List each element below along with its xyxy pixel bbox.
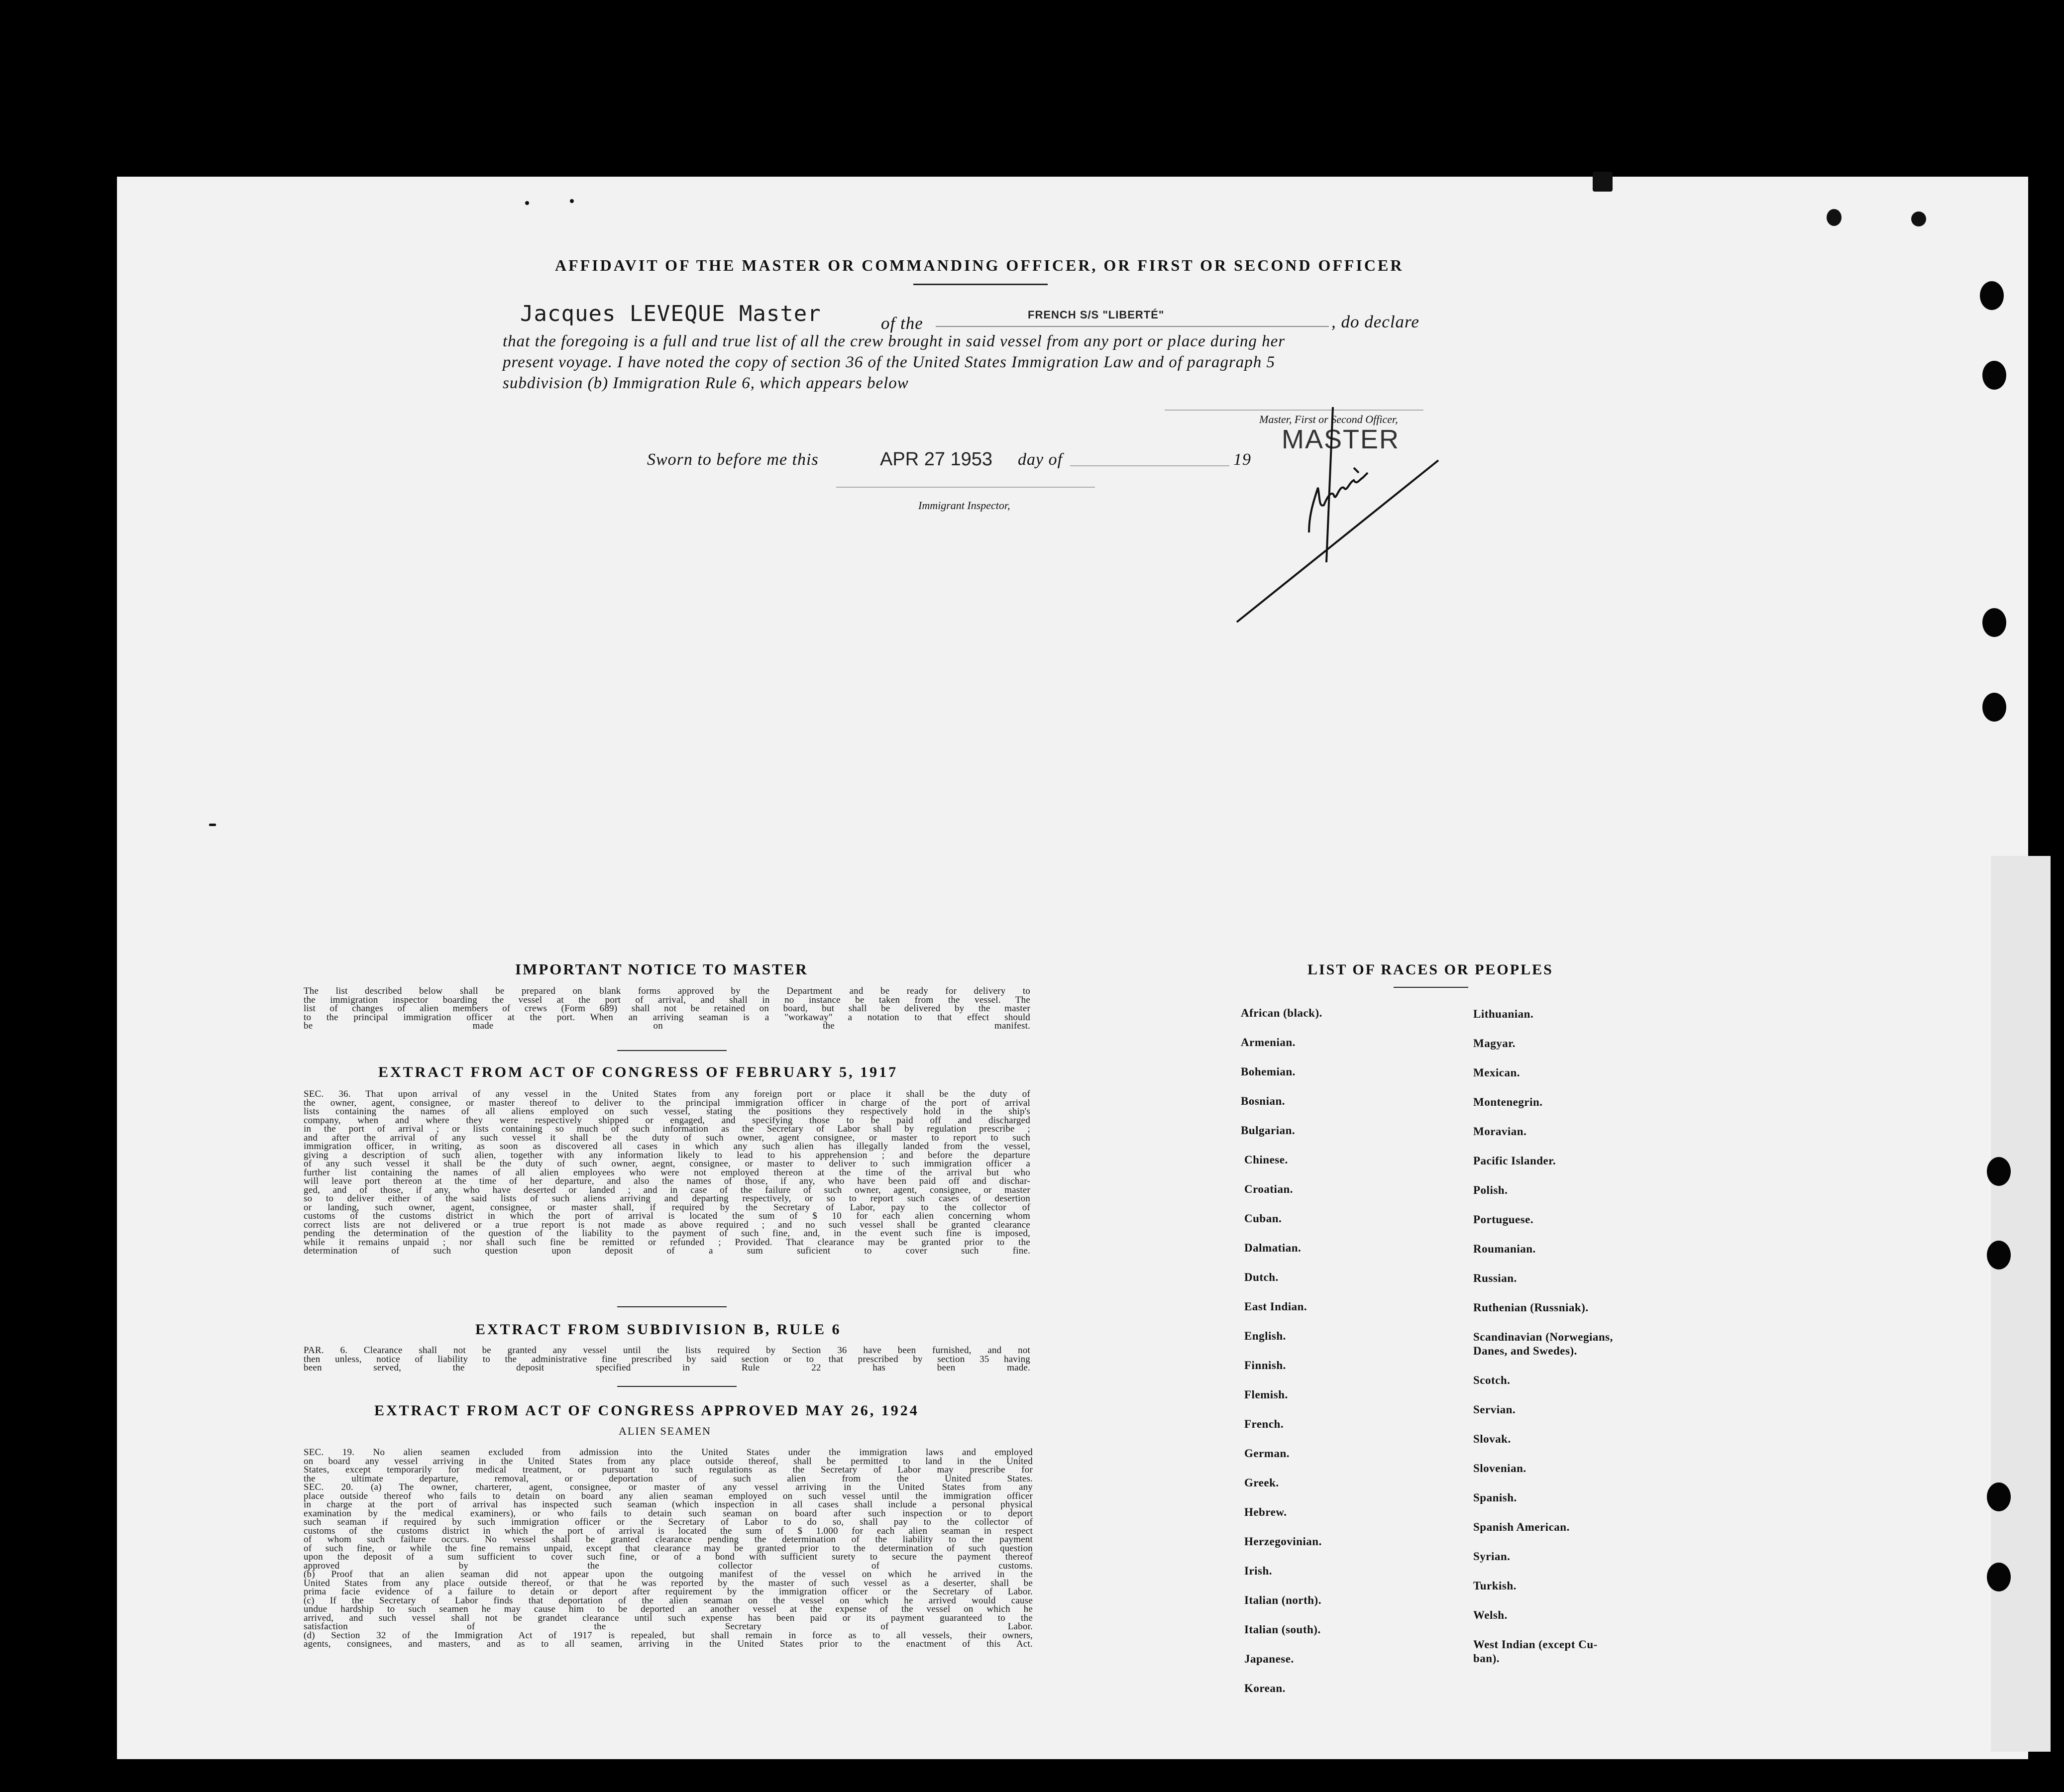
race-item: Hebrew. xyxy=(1244,1506,1287,1518)
race-item: Ruthenian (Russniak). xyxy=(1473,1301,1589,1314)
race-item: Chinese. xyxy=(1244,1154,1288,1166)
speck xyxy=(570,199,574,203)
punch-hole xyxy=(1987,1157,2011,1186)
race-item: Dutch. xyxy=(1244,1271,1279,1283)
race-item: Pacific Islander. xyxy=(1473,1155,1556,1167)
speck xyxy=(1911,211,1926,226)
sworn-date-stamp: APR 27 1953 xyxy=(880,449,993,470)
race-item: African (black). xyxy=(1241,1007,1322,1019)
year-prefix: 19 xyxy=(1233,450,1251,469)
punch-hole xyxy=(1982,361,2006,390)
master-name: Jacques LEVEQUE Master xyxy=(520,301,821,326)
day-of-text: day of xyxy=(1018,450,1063,469)
master-stamp: MASTER xyxy=(1282,424,1400,454)
race-item: Slovenian. xyxy=(1473,1462,1526,1475)
race-item: French. xyxy=(1244,1418,1284,1430)
extract-rule6-title: EXTRACT FROM SUBDIVISION B, RULE 6 xyxy=(475,1321,842,1338)
race-item: Spanish American. xyxy=(1473,1521,1570,1533)
extract-1924-subtitle: ALIEN SEAMEN xyxy=(619,1425,711,1437)
punch-hole xyxy=(1980,281,2004,310)
extract-1924-text: SEC. 19. No alien seamen excluded from admission into the United States under the immigration laws and employed on board any vessel arriving in the United States from any place outside thereof, shall be permitted to land in the United States, except temporarily for medical treatment, or pursuant to such regulations as the Secretary of Labor may prescribe for the ultimate departure, removal, or deportation of such alien from the United States. SEC. 20. (a) The owner, charterer, agent, consignee, or master of any vessel arriving in the United States from any place outside thereof who fails to detain on board any alien seaman employed on such vessel until the immigration officer in charge at the port of arrival has inspected such seaman (which inspection in all cases shall include a personal physical examination by the medical examiners), or who fails to detain such seaman on board after such inspection or to deport such seaman if required by such immigration officer or the Secretary of Labor to do so, shall pay to the collector of customs of the customs district in which the port of arrival is located the sum of $ 1.000 for each alien seaman in respect of whom such failure occurs. No vessel shall be granted clearance pending the determination of the liability to the payment of such fine, or while the fine remains unpaid, except that clearance may be granted prior to the determination of such question upon the deposit of a sum sufficient to cover such fine, or of a bond with sufficient surety to secure the payment thereof approved by the collector of customs. (b) Proof that an alien seaman did not appear upon the outgoing manifest of the vessel on which he arrived in the United States from any place outside thereof, or that he was reported by the master of such vessel as a deserter, shall be prima facie evidence of a failure to detain or deport after requirement by the immigration officer or the Secretary of Labor. (c) If the Secretary of Labor finds that deportation of the alien seaman on the vessel on which he arrived would cause undue hardship to such seamen he may cause him to be deported an another vessel at the expense of the vessel on which he arrived, and such vessel shall not be grandet clearance until such expense has been paid or its payment guaranteed to the satisfaction of the Secretary of Labor. (d) Section 32 of the Immigration Act of 1917 is repealed, but shall remain in force as to all vessels, their owners, agents, consignees, and masters, and as to all seamen, arriving in the United States prior to the enactment of this Act. xyxy=(304,1447,1033,1649)
notice-title: IMPORTANT NOTICE TO MASTER xyxy=(515,960,808,978)
paper-edge xyxy=(1991,856,2051,1752)
punch-hole xyxy=(1987,1241,2011,1269)
race-item: English. xyxy=(1244,1330,1286,1342)
title-rule xyxy=(913,284,1048,285)
day-line xyxy=(1070,465,1229,466)
of-the-text: of the xyxy=(881,314,923,333)
race-item: West Indian (except Cu- ban). xyxy=(1473,1638,1598,1665)
extract-1917-title: EXTRACT FROM ACT OF CONGRESS OF FEBRUARY 5, 1917 xyxy=(378,1064,898,1080)
divider xyxy=(1394,987,1468,988)
race-item: Servian. xyxy=(1473,1403,1516,1416)
race-item: Flemish. xyxy=(1244,1388,1288,1401)
extract-rule6-text: PAR. 6. Clearance shall not be granted any vessel until the lists required by Section 36 have been furnished, and not then unless, notice of liability to the administrative fine prescribed by said section or to that prescribed by section 35 having been served, the deposit specified in Rule 22 has been made. xyxy=(304,1345,1030,1373)
inspector-line xyxy=(836,487,1095,488)
affidavit-line-3: present voyage. I have noted the copy of section 36 of the United States Immigration Law and of paragraph 5 xyxy=(503,353,1276,371)
speck xyxy=(1827,209,1842,226)
divider xyxy=(617,1306,727,1307)
race-item: Moravian. xyxy=(1473,1125,1527,1138)
divider xyxy=(617,1050,727,1051)
race-item: Montenegrin. xyxy=(1473,1096,1543,1108)
inspector-caption: Immigrant Inspector, xyxy=(918,499,1010,512)
race-item: Herzegovinian. xyxy=(1244,1535,1322,1548)
race-item: Russian. xyxy=(1473,1272,1517,1284)
race-item: Spanish. xyxy=(1473,1491,1517,1504)
race-item: Bulgarian. xyxy=(1241,1124,1296,1137)
signature xyxy=(1234,398,1443,627)
race-item: Irish. xyxy=(1244,1565,1273,1577)
affidavit-line-2: that the foregoing is a full and true list of all the crew brought in said vessel from any port or place during her xyxy=(503,332,1286,350)
race-item: Magyar. xyxy=(1473,1037,1516,1050)
punch-hole xyxy=(1987,1482,2011,1511)
race-item: Roumanian. xyxy=(1473,1243,1536,1255)
extract-1917-text: SEC. 36. That upon arrival of any vessel in the United States from any foreign port or place it shall be the duty of the owner, agent, consignee, or master thereof to deliver to the principal immigration officer in charge of the port of arrival lists containing the names of all aliens employed on such vessel, stating the positions they respectively hold in the ship's company, when and where they were respectively shipped or engaged, and specifying those to be paid off and discharged in the port of arrival ; or lists containing so much of such information as the Secretary of Labor shall by regulation prescribe ; and after the arrival of any such vessel it shall be the duty of such owner, agent consignee, or master to report to such immigration officer, in writing, as soon as discovered all cases in which any such alien has illegally landed from the vessel, giving a description of such alien, together with any information likely to lead to his apprehension ; and before the departure of any such vessel it shall be the duty of such owner, aegnt, consignee, or master to deliver to such immigration officer a further list containing the names of all alien employees who were not employed thereon at the time of the arrival but who will leave port thereon at the time of her departure, and also the names of those, if any, who have been paid off and dischar- ged, and of those, if any, who have deserted or landed ; and in case of the failure of such owner, agent, consignee, or master so to deliver either of the said lists of such aliens arriving and departing respectively, or so to report such cases of desertion or landing, such owner, agent, consignee, or master shall, if required by the Secretary of Labor, pay to the collector of customs of the customs district in which the port of arrival is located the sum of $ 10 for each alien concerning whom correct lists are not delivered or a true report is not made as above required ; and no such vessel shall be granted clearance pending the determination of the question of the liability to the payment of such fine, and, in the event such fine is imposed, while it remains unpaid ; nor shall such fine be remitted or refunded ; Provided. That clearance may be granted prior to the determination of such question upon deposit of a sum suficient to cover such fine. xyxy=(304,1089,1030,1256)
race-item: Italian (south). xyxy=(1244,1623,1321,1636)
speck xyxy=(209,824,216,826)
affidavit-line-4: subdivision (b) Immigration Rule 6, which appears below xyxy=(503,374,909,392)
race-item: Portuguese. xyxy=(1473,1213,1534,1226)
races-title: LIST OF RACES OR PEOPLES xyxy=(1307,961,1553,978)
race-item: Lithuanian. xyxy=(1473,1008,1534,1020)
race-item: German. xyxy=(1244,1447,1290,1460)
affidavit-title: AFFIDAVIT OF THE MASTER OR COMMANDING OFFICER, OR FIRST OR SECOND OFFICER xyxy=(555,256,1404,274)
race-item: Mexican. xyxy=(1473,1066,1521,1079)
do-declare-text: , do declare xyxy=(1331,312,1419,331)
race-item: Armenian. xyxy=(1241,1036,1296,1049)
race-item: Cuban. xyxy=(1244,1212,1282,1225)
race-item: Dalmatian. xyxy=(1244,1242,1302,1254)
speck xyxy=(1593,172,1613,192)
race-item: Korean. xyxy=(1244,1682,1286,1694)
race-item: East Indian. xyxy=(1244,1300,1307,1313)
vessel-name: FRENCH S/S "LIBERTÉ" xyxy=(1028,309,1165,321)
race-item: Syrian. xyxy=(1473,1550,1511,1563)
race-item: Croatian. xyxy=(1244,1183,1293,1195)
race-item: Bosnian. xyxy=(1241,1095,1286,1107)
race-item: Finnish. xyxy=(1244,1359,1286,1371)
vessel-line xyxy=(936,326,1329,327)
race-item: Bohemian. xyxy=(1241,1065,1296,1078)
race-item: Greek. xyxy=(1244,1476,1279,1489)
sworn-text: Sworn to before me this xyxy=(647,450,819,469)
race-item: Turkish. xyxy=(1473,1580,1517,1592)
race-item: Scotch. xyxy=(1473,1374,1511,1386)
punch-hole xyxy=(1982,693,2006,722)
race-item: Slovak. xyxy=(1473,1433,1511,1445)
speck xyxy=(525,201,529,205)
race-item: Scandinavian (Norwegians, Danes, and Swedes). xyxy=(1473,1331,1613,1357)
punch-hole xyxy=(1982,608,2006,637)
race-item: Welsh. xyxy=(1473,1609,1508,1621)
race-item: Italian (north). xyxy=(1244,1594,1321,1606)
race-item: Japanese. xyxy=(1244,1653,1294,1665)
divider xyxy=(617,1386,737,1387)
notice-text: The list described below shall be prepared on blank forms approved by the Department and be ready for delivery to the immigration inspector boarding the vessel at the port of arrival, and shall in no instance be taken from the vessel. The list of changes of alien members of crews (Form 689) shall not be retained on board, but shall be delivered by the master to the principal immigration officer at the port. When an arriving seaman is a "workaway" a notation to that effect should be made on the manifest. xyxy=(304,986,1030,1031)
punch-hole xyxy=(1987,1563,2011,1591)
race-item: Polish. xyxy=(1473,1184,1508,1196)
extract-1924-title: EXTRACT FROM ACT OF CONGRESS APPROVED MAY 26, 1924 xyxy=(374,1402,919,1419)
signer-caption: Master, First or Second Officer, xyxy=(1259,413,1398,425)
